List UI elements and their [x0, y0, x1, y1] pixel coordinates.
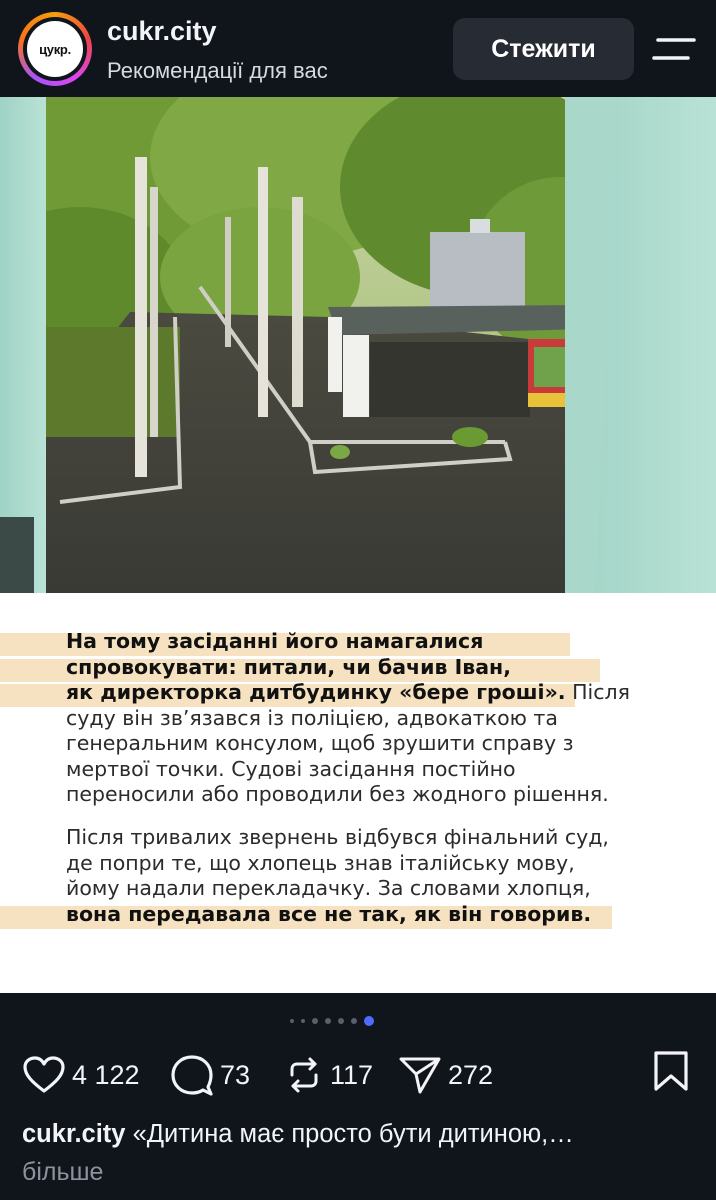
body-text: йому надали перекладачку. За словами хлопця,: [66, 876, 591, 900]
avatar[interactable]: [18, 12, 92, 86]
courtyard-photo: [0, 97, 716, 593]
body-text: де попри те, що хлопець знав італійську мову,: [66, 850, 575, 875]
highlighted-text: як директорка дитбудинку «бере гроші».: [66, 680, 566, 704]
body-text: суду він зв’язався із поліцією, адвокаткою та: [66, 705, 558, 730]
carousel-dot: [351, 1018, 357, 1024]
carousel-dot: [301, 1019, 305, 1023]
body-text: переносили або проводили без жодного рішення.: [66, 782, 609, 806]
like-button[interactable]: [22, 1045, 140, 1105]
avatar-logo-text: цукр.: [39, 41, 71, 57]
carousel-dot-active: [364, 1016, 374, 1026]
comment-icon: [170, 1054, 214, 1096]
paragraph-1: [66, 629, 666, 808]
body-text: генеральним консулом, щоб зрушити справу з: [66, 731, 574, 755]
carousel-dot: [290, 1019, 294, 1023]
body-text: Після: [565, 680, 630, 704]
carousel-dot: [338, 1018, 344, 1024]
repost-icon: [284, 1055, 324, 1095]
caption-account[interactable]: cukr.city: [22, 1120, 126, 1148]
account-name[interactable]: cukr.city: [107, 16, 217, 46]
post-photo[interactable]: [0, 97, 716, 593]
repost-button[interactable]: [284, 1045, 373, 1105]
comment-button[interactable]: [170, 1045, 250, 1105]
repost-count: 117: [330, 1059, 374, 1090]
more-link[interactable]: більше: [22, 1158, 104, 1186]
bookmark-icon[interactable]: [652, 1050, 690, 1092]
carousel-indicator: [290, 1015, 374, 1027]
heart-icon: [22, 1055, 66, 1095]
share-button[interactable]: [398, 1045, 493, 1105]
caption-text: «Дитина має просто бути дитиною,…: [132, 1120, 574, 1148]
highlighted-text: спровокувати: питали, чи бачив Іван,: [66, 654, 511, 679]
post-text-slide: [0, 593, 716, 993]
send-icon: [398, 1054, 442, 1096]
share-count: 272: [448, 1059, 494, 1090]
body-text: мертвої точки. Судові засідання постійно: [66, 756, 516, 781]
post-caption: [22, 1120, 702, 1149]
menu-icon[interactable]: [652, 36, 696, 64]
carousel-dot: [312, 1018, 318, 1024]
body-text: Після тривалих звернень відбувся фінальний суд,: [66, 825, 609, 849]
post-header: [0, 0, 716, 97]
paragraph-2: [66, 825, 666, 927]
recommendation-label: Рекомендації для вас: [107, 58, 328, 83]
highlighted-text: На тому засіданні його намагалися: [66, 629, 484, 653]
highlighted-text: вона передавала все не так, як він говорив.: [66, 901, 592, 926]
post-actions: [0, 1045, 716, 1105]
comment-count: 73: [220, 1059, 251, 1090]
like-count: 4 122: [72, 1059, 140, 1090]
follow-button[interactable]: Стежити: [453, 18, 634, 80]
carousel-dot: [325, 1018, 331, 1024]
